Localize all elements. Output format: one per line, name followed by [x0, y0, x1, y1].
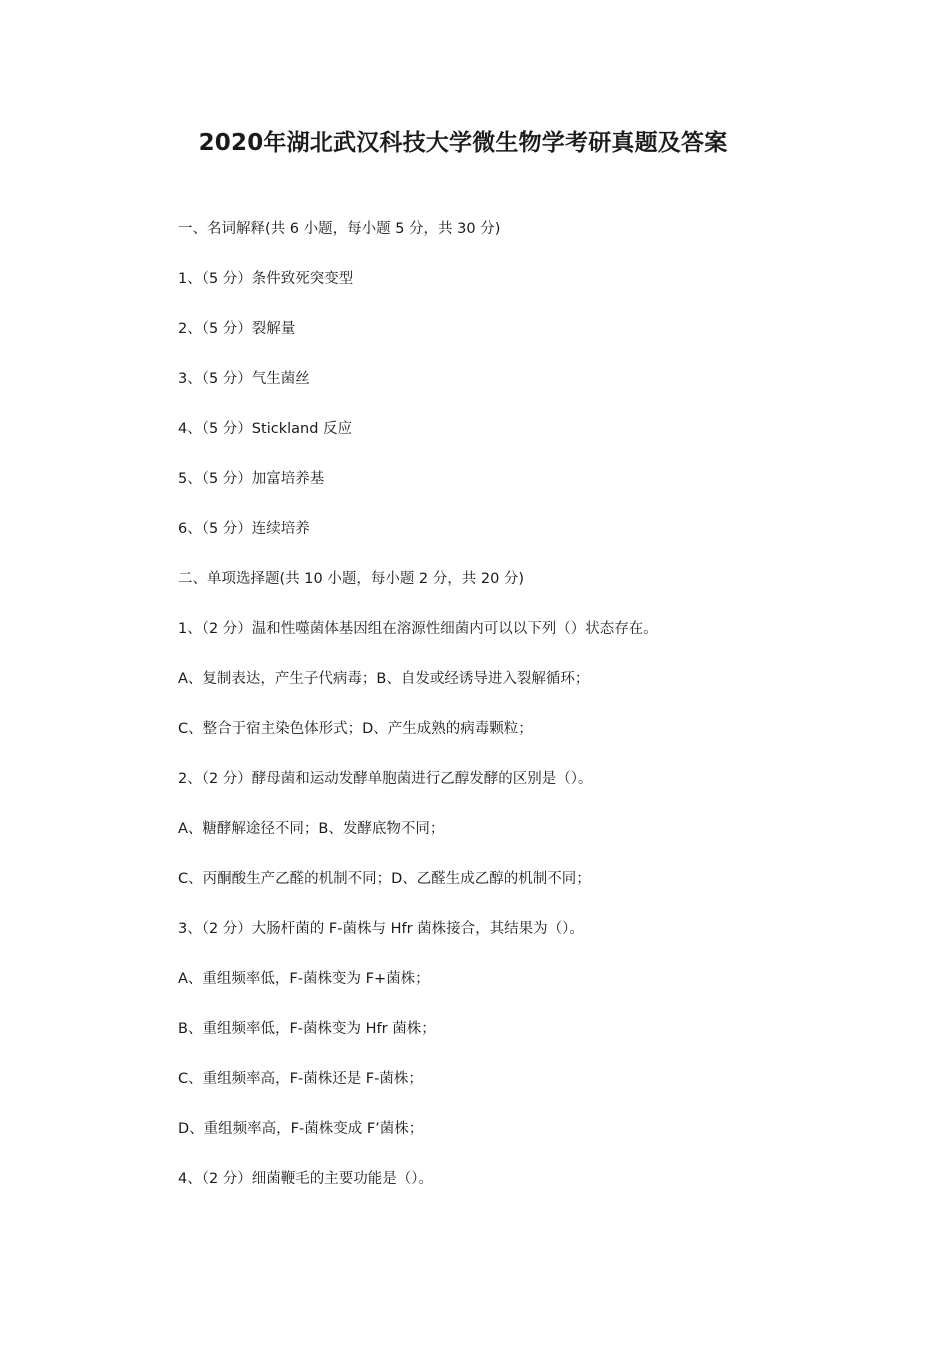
- section-heading-choices: 二、单项选择题(共 10 小题，每小题 2 分，共 20 分): [178, 571, 525, 587]
- question-line: 4、（5 分）Stickland 反应: [178, 421, 353, 437]
- option-line: A、重组频率低，F-菌株变为 F+菌株；: [178, 971, 430, 987]
- question-line: 1、（5 分）条件致死突变型: [178, 271, 354, 287]
- question-line: 3、（5 分）气生菌丝: [178, 371, 310, 387]
- question-line: 2、（2 分）酵母菌和运动发酵单胞菌进行乙醇发酵的区别是（）。: [178, 771, 593, 787]
- question-line: 4、（2 分）细菌鞭毛的主要功能是（）。: [178, 1171, 434, 1187]
- page-title: 2020年湖北武汉科技大学微生物学考研真题及答案: [198, 130, 728, 156]
- option-line: B、重组频率低，F-菌株变为 Hfr 菌株；: [178, 1021, 436, 1037]
- question-line: 6、（5 分）连续培养: [178, 521, 310, 537]
- question-line: 2、（5 分）裂解量: [178, 321, 296, 337]
- option-line: D、重组频率高，F-菌株变成 F’菌株；: [178, 1121, 424, 1137]
- document-body: [178, 218, 858, 1218]
- option-line: C、整合于宿主染色体形式；D、产生成熟的病毒颗粒；: [178, 721, 533, 737]
- option-line: C、重组频率高，F-菌株还是 F-菌株；: [178, 1071, 423, 1087]
- option-line: A、复制表达，产生子代病毒；B、自发或经诱导进入裂解循环；: [178, 671, 590, 687]
- option-line: C、丙酮酸生产乙醛的机制不同；D、乙醛生成乙醇的机制不同；: [178, 871, 591, 887]
- question-line: 5、（5 分）加富培养基: [178, 471, 325, 487]
- question-line: 1、（2 分）温和性噬菌体基因组在溶源性细菌内可以以下列（）状态存在。: [178, 621, 658, 637]
- question-line: 3、（2 分）大肠杆菌的 F-菌株与 Hfr 菌株接合，其结果为（）。: [178, 921, 584, 937]
- option-line: A、糖酵解途径不同；B、发酵底物不同；: [178, 821, 445, 837]
- section-heading-definitions: 一、名词解释(共 6 小题，每小题 5 分，共 30 分): [178, 221, 501, 237]
